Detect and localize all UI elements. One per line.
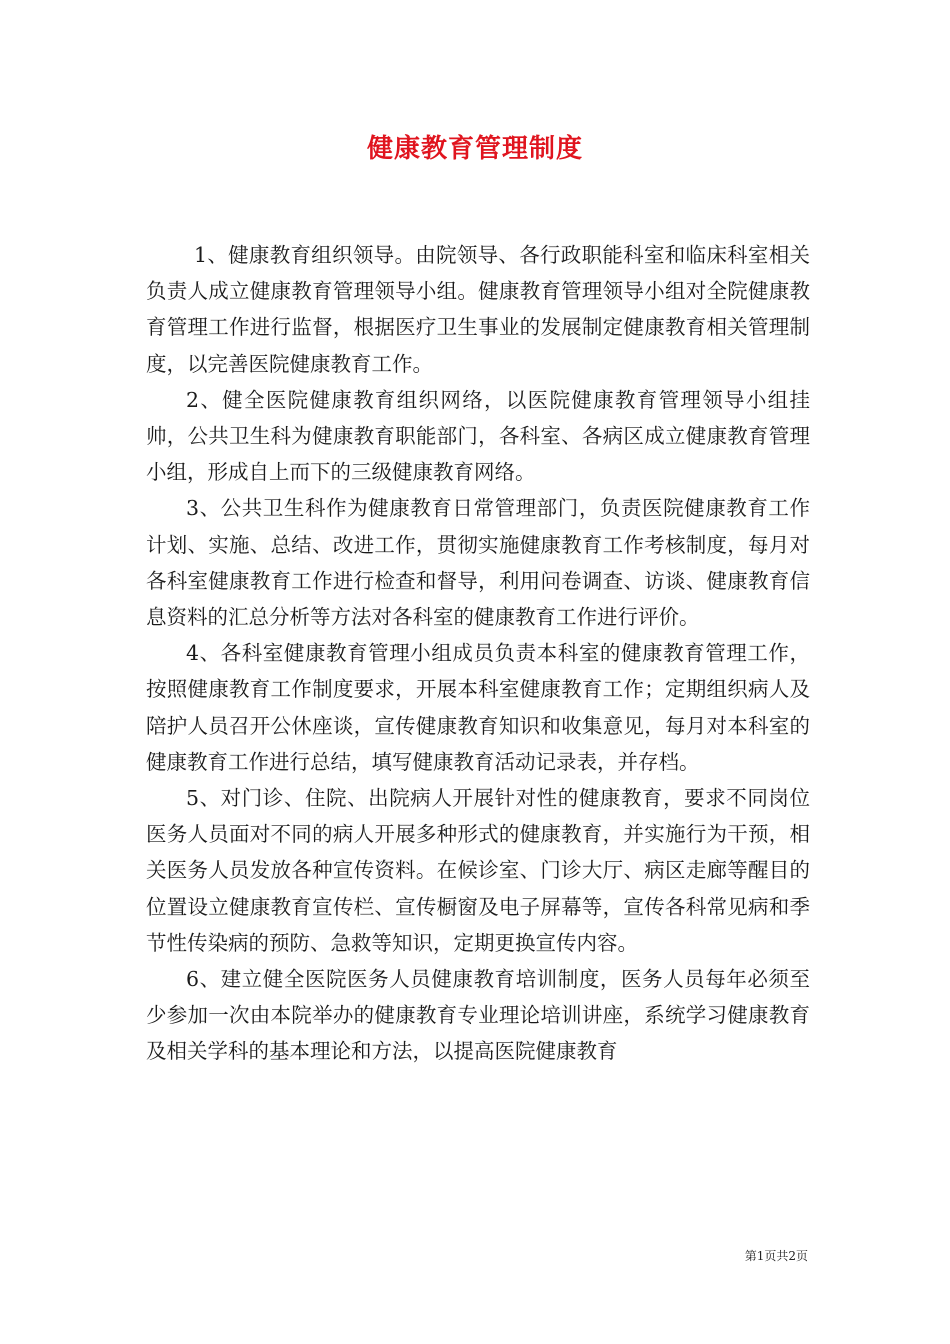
page-number-footer: 第1页共2页 [744, 1249, 808, 1263]
paragraph-4: 4、各科室健康教育管理小组成员负责本科室的健康教育管理工作，按照健康教育工作制度要求，开展本科室健康教育工作；定期组织病人及陪护人员召开公休座谈，宣传健康教育知识和收集意见，每月对本科室的健康教育工作进行总结，填写健康教育活动记录表，并存档。 [146, 641, 810, 774]
document-body [146, 237, 810, 1070]
document-title: 健康教育管理制度 [366, 134, 583, 164]
paragraph-5: 5、对门诊、住院、出院病人开展针对性的健康教育，要求不同岗位医务人员面对不同的病人开展多种形式的健康教育，并实施行为干预，相关医务人员发放各种宣传资料。在候诊室、门诊大厅、病区走廊等醒目的位置设立健康教育宣传栏、宣传橱窗及电子屏幕等，宣传各科常见病和季节性传染病的预防、急救等知识，定期更换宣传内容。 [146, 786, 810, 955]
paragraph-2: 2、健全医院健康教育组织网络，以医院健康教育管理领导小组挂帅，公共卫生科为健康教育职能部门，各科室、各病区成立健康教育管理小组，形成自上而下的三级健康教育网络。 [146, 387, 810, 485]
paragraph-1: 1、健康教育组织领导。由院领导、各行政职能科室和临床科室相关负责人成立健康教育管理领导小组。健康教育管理领导小组对全院健康教育管理工作进行监督，根据医疗卫生事业的发展制定健康教育相关管理制度，以完善医院健康教育工作。 [146, 243, 810, 376]
paragraph-3: 3、公共卫生科作为健康教育日常管理部门，负责医院健康教育工作计划、实施、总结、改进工作，贯彻实施健康教育工作考核制度，每月对各科室健康教育工作进行检查和督导，利用问卷调查、访谈、健康教育信息资料的汇总分析等方法对各科室的健康教育工作进行评价。 [146, 496, 810, 630]
paragraph-6: 6、建立健全医院医务人员健康教育培训制度，医务人员每年必须至少参加一次由本院举办的健康教育专业理论培训讲座，系统学习健康教育及相关学科的基本理论和方法，以提高医院健康教育 [146, 967, 810, 1064]
